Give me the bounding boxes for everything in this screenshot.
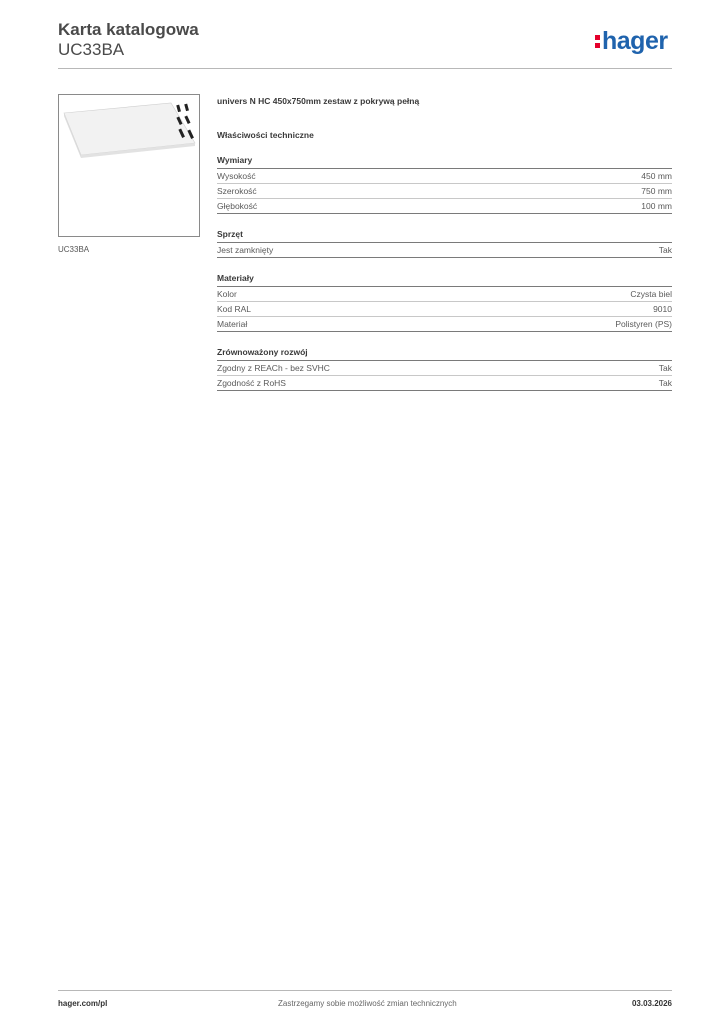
row-label: Głębokość bbox=[217, 201, 258, 211]
group-title: Zrównoważony rozwój bbox=[217, 347, 672, 361]
footer-notice: Zastrzegamy sobie możliwość zmian technicznych bbox=[278, 999, 457, 1008]
footer-website-link[interactable]: hager.com/pl bbox=[58, 999, 108, 1008]
row-label: Wysokość bbox=[217, 171, 256, 181]
table-row bbox=[217, 317, 672, 332]
spec-group-zrownowazony-rozwoj bbox=[217, 347, 672, 391]
table-row bbox=[217, 199, 672, 214]
row-value: 750 mm bbox=[641, 186, 672, 196]
table-row bbox=[217, 376, 672, 391]
row-label: Kod RAL bbox=[217, 304, 252, 314]
row-value: Polistyren (PS) bbox=[615, 319, 672, 329]
header-divider bbox=[58, 68, 672, 69]
logo-text: hager bbox=[602, 27, 668, 55]
table-row bbox=[217, 184, 672, 199]
product-title: univers N HC 450x750mm zestaw z pokrywą pełną bbox=[217, 96, 420, 106]
logo-dots-icon bbox=[594, 31, 601, 51]
row-label: Jest zamknięty bbox=[217, 245, 274, 255]
group-title: Materiały bbox=[217, 273, 672, 287]
table-row bbox=[217, 361, 672, 376]
table-row bbox=[217, 243, 672, 258]
row-value: Tak bbox=[658, 245, 672, 255]
row-value: Tak bbox=[658, 363, 672, 373]
spec-group-sprzet bbox=[217, 229, 672, 258]
row-value: Czysta biel bbox=[630, 289, 672, 299]
table-row bbox=[217, 287, 672, 302]
group-title: Wymiary bbox=[217, 155, 672, 169]
product-image bbox=[58, 94, 200, 237]
row-label: Materiał bbox=[217, 319, 248, 329]
cover-panel-icon bbox=[59, 95, 199, 236]
image-caption: UC33BA bbox=[58, 245, 90, 254]
footer-date: 03.03.2026 bbox=[631, 999, 672, 1008]
row-label: Zgodny z REACh - bez SVHC bbox=[217, 363, 330, 373]
row-value: 450 mm bbox=[641, 171, 672, 181]
footer-divider bbox=[58, 990, 672, 991]
page-title: Karta katalogowa bbox=[58, 20, 199, 39]
row-value: 100 mm bbox=[641, 201, 672, 211]
table-row bbox=[217, 169, 672, 184]
row-label: Szerokość bbox=[217, 186, 257, 196]
hager-logo[interactable] bbox=[594, 27, 668, 56]
group-title: Sprzęt bbox=[217, 229, 672, 243]
table-row bbox=[217, 302, 672, 317]
row-label: Zgodność z RoHS bbox=[217, 378, 286, 388]
spec-panel bbox=[217, 96, 672, 391]
row-value: Tak bbox=[658, 378, 672, 388]
row-value: 9010 bbox=[653, 304, 672, 314]
product-code: UC33BA bbox=[58, 40, 125, 59]
spec-group-wymiary bbox=[217, 155, 672, 214]
tech-heading: Właściwości techniczne bbox=[217, 130, 314, 140]
spec-group-materialy bbox=[217, 273, 672, 332]
row-label: Kolor bbox=[217, 289, 237, 299]
